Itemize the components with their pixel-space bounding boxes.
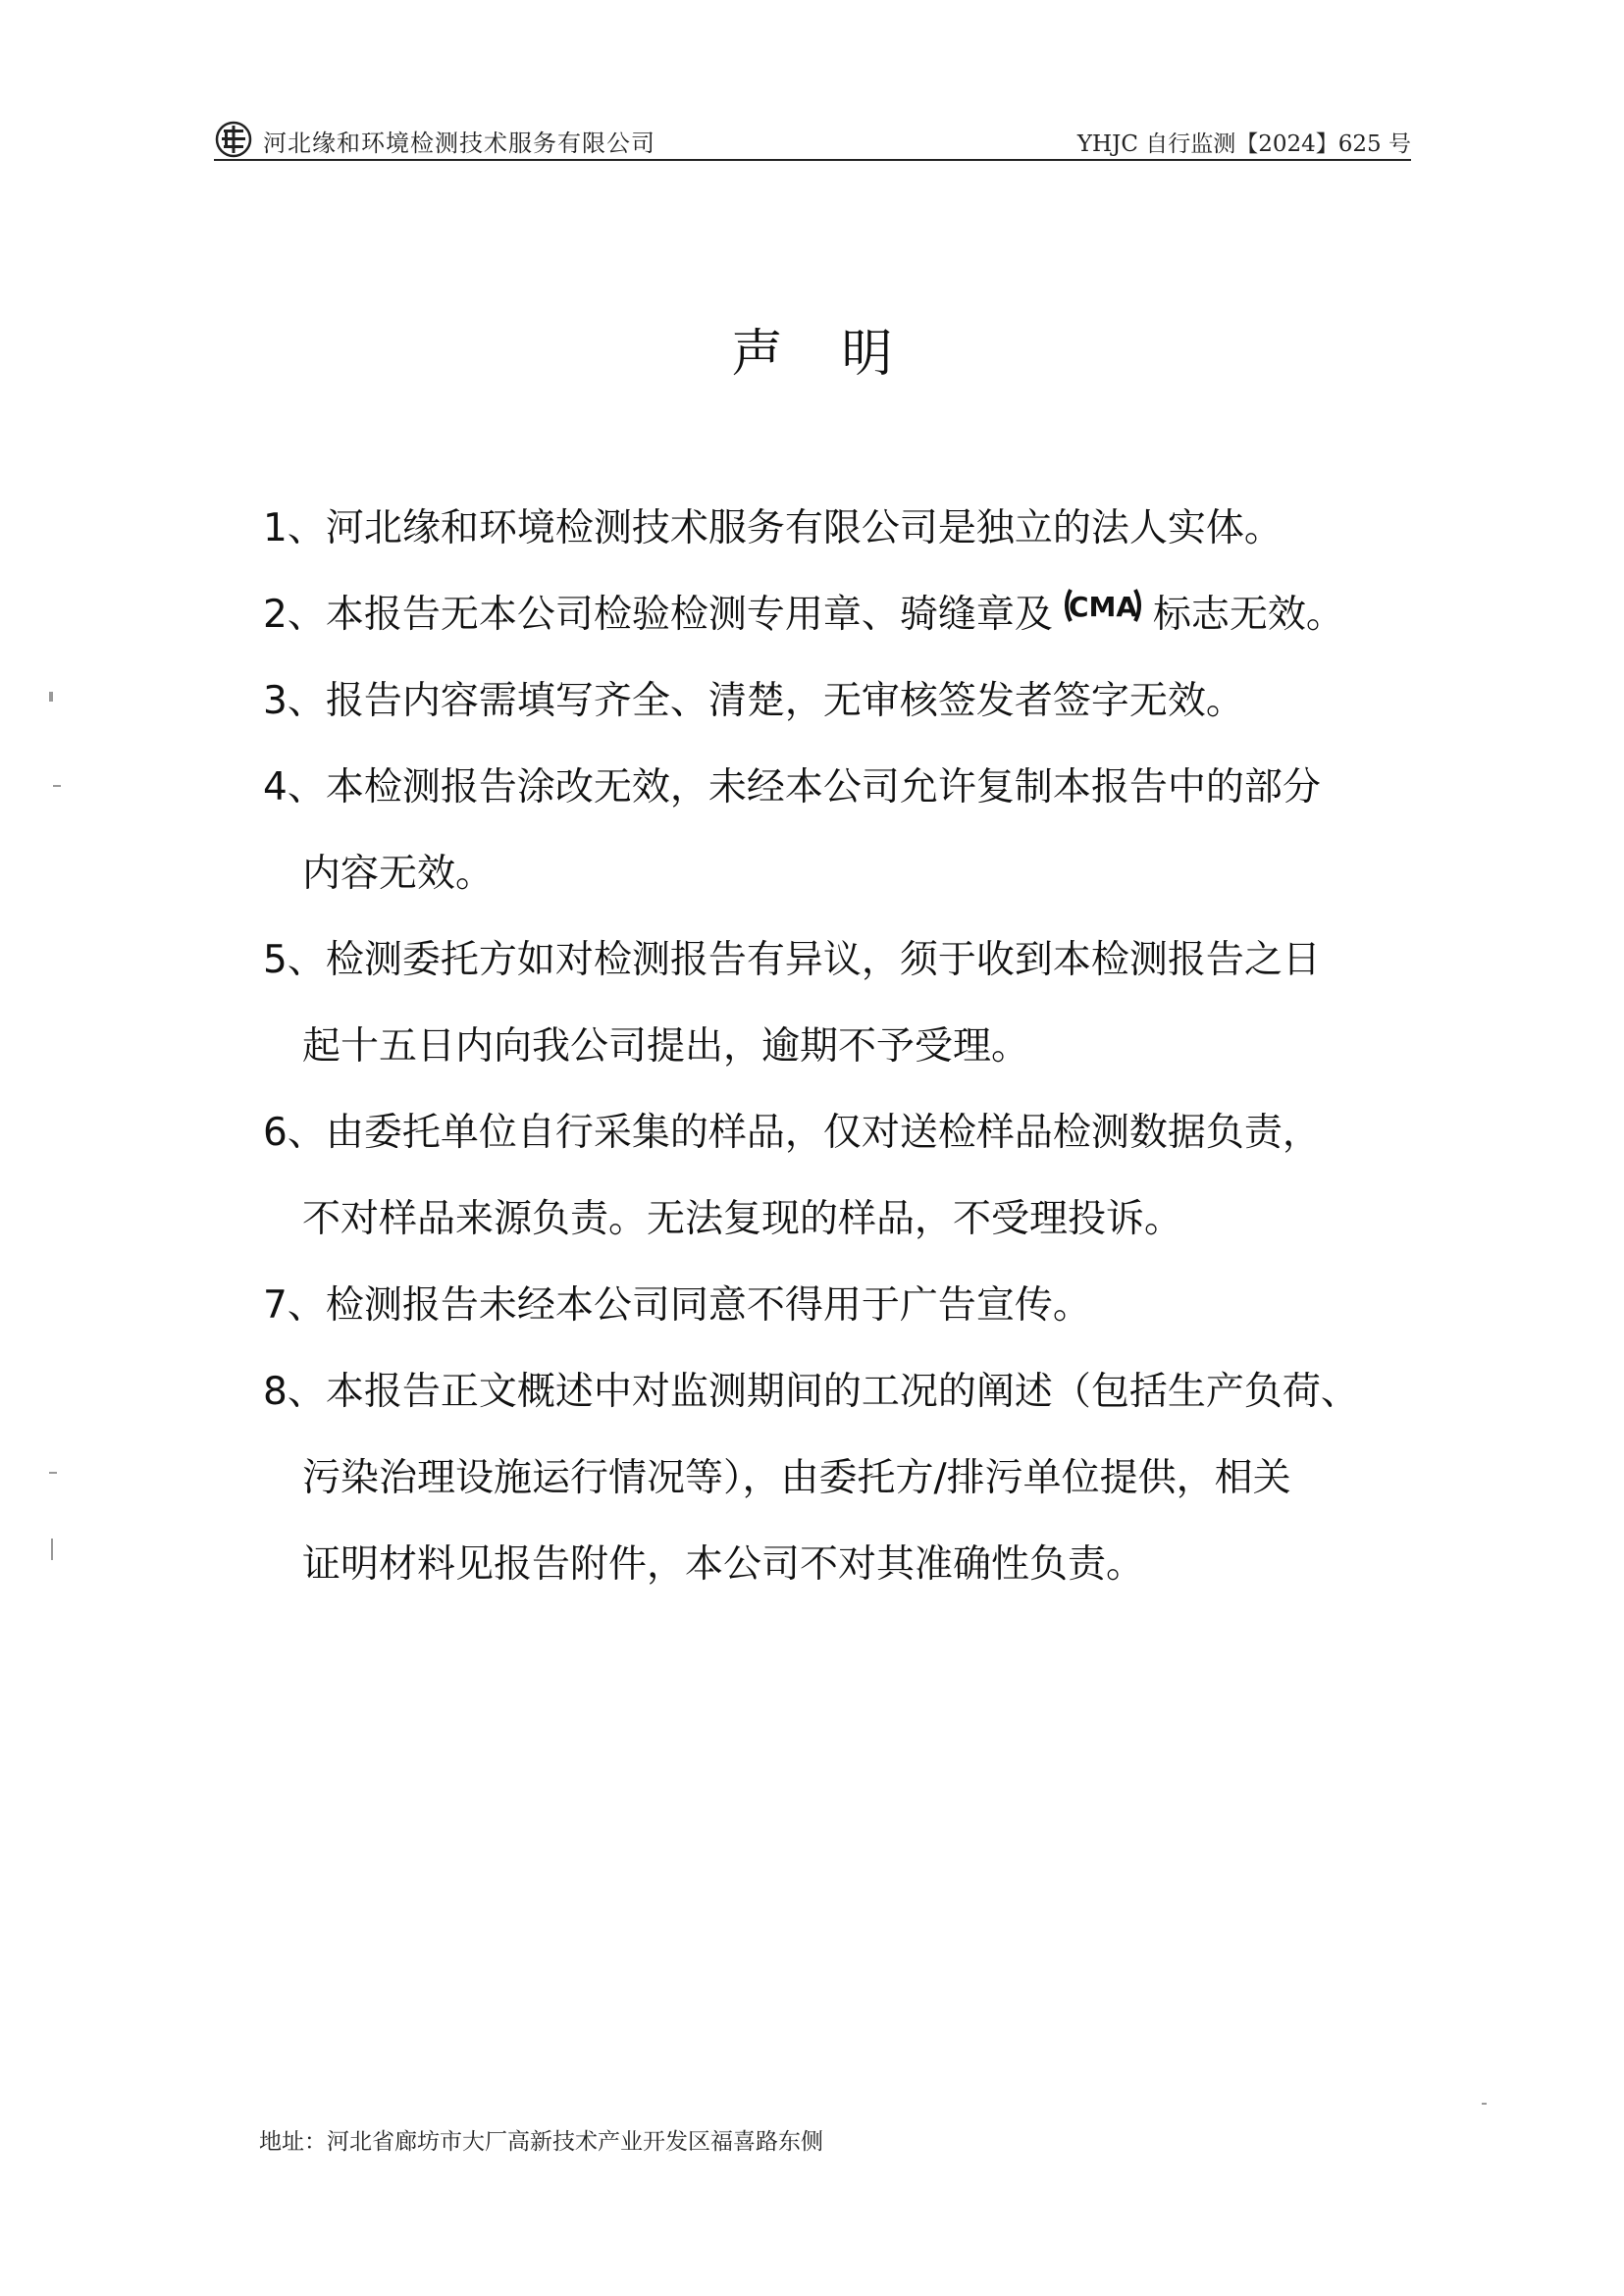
clause-text-suffix: 标志无效。 (1152, 593, 1344, 637)
clause-number: 6、 (263, 1111, 326, 1155)
clause-text-continued: 起十五日内向我公司提出，逾期不予受理。 (302, 1024, 1030, 1069)
company-logo-icon (214, 120, 253, 159)
clause-5 (263, 917, 1421, 1090)
clause-text-continued: 不对样品来源负责。无法复现的样品，不受理投诉。 (302, 1197, 1183, 1241)
page-header (214, 120, 1411, 161)
clause-text: 本报告无本公司检验检测专用章、骑缝章及 (325, 593, 1053, 637)
clause-text-continued: 证明材料见报告附件，本公司不对其准确性负责。 (302, 1542, 1145, 1587)
clause-text: 本检测报告涂改无效，未经本公司允许复制本报告中的部分 (325, 765, 1321, 809)
clause-text: 检测报告未经本公司同意不得用于广告宣传。 (325, 1283, 1091, 1328)
company-name: 河北缘和环境检测技术服务有限公司 (263, 130, 655, 157)
clause-text-continued: 污染治理设施运行情况等），由委托方/排污单位提供，相关 (302, 1456, 1291, 1500)
clause-text: 由委托单位自行采集的样品，仅对送检样品检测数据负责， (325, 1111, 1321, 1155)
clause-number: 1、 (263, 506, 326, 550)
clause-4 (263, 745, 1421, 917)
document-number: YHJC 自行监测【2024】625 号 (1076, 131, 1411, 157)
clause-text-continued: 内容无效。 (302, 852, 495, 896)
clause-text: 河北缘和环境检测技术服务有限公司是独立的法人实体。 (325, 506, 1283, 550)
clause-text: 报告内容需填写齐全、清楚，无审核签发者签字无效。 (325, 679, 1244, 723)
clause-number: 8、 (263, 1370, 326, 1414)
clause-number: 5、 (263, 938, 326, 982)
footer-address: 地址：河北省廊坊市大厂高新技术产业开发区福喜路东侧 (259, 2129, 823, 2155)
clause-number: 2、 (263, 593, 326, 637)
clause-number: 7、 (263, 1283, 326, 1328)
clause-number: 4、 (263, 765, 326, 809)
clause-6 (263, 1090, 1421, 1263)
clause-7 (263, 1263, 1421, 1349)
clause-text: 本报告正文概述中对监测期间的工况的阐述（包括生产负荷、 (325, 1370, 1359, 1414)
clause-2 (263, 572, 1421, 658)
scan-artifact (53, 785, 61, 787)
clause-text: 检测委托方如对检测报告有异议，须于收到本检测报告之日 (325, 938, 1321, 982)
scan-artifact (49, 692, 53, 702)
scan-artifact (51, 1539, 53, 1560)
scan-artifact (1482, 2103, 1487, 2105)
clause-8 (263, 1349, 1421, 1608)
clause-1 (263, 486, 1421, 572)
cma-mark-text: CMA (1068, 590, 1137, 623)
clause-number: 3、 (263, 679, 326, 723)
scan-artifact (49, 1472, 57, 1474)
clause-3 (263, 658, 1421, 745)
page-title: 声明 (731, 325, 952, 384)
cma-mark-icon (1061, 584, 1145, 627)
declaration-list (263, 486, 1421, 1608)
